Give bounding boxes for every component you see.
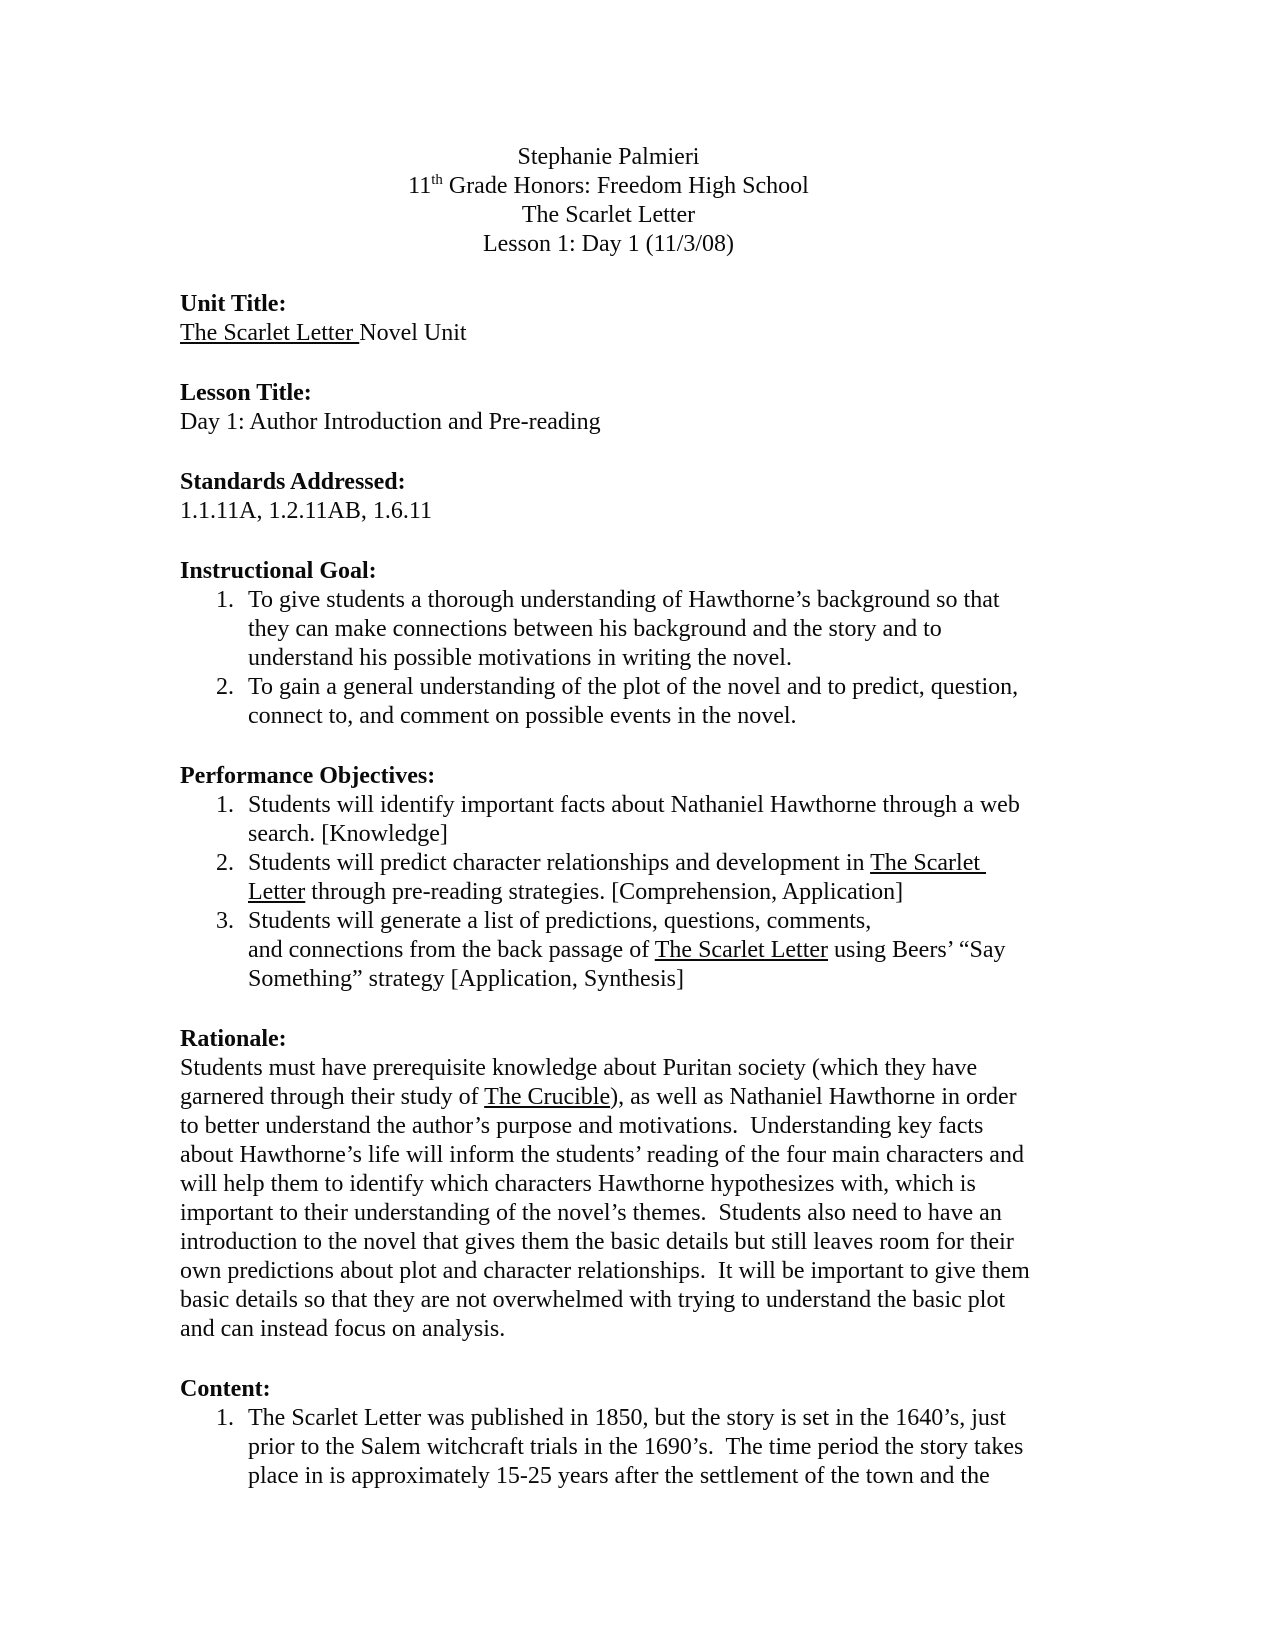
list-item — [180, 1404, 1037, 1491]
list-item — [180, 673, 1037, 731]
paragraph — [180, 1054, 1037, 1344]
list-item — [180, 849, 1037, 907]
underlined-text: The Scarlet Letter — [654, 937, 829, 963]
text-run: The Scarlet Letter was published in 1850, but the story is set in the 1640’s, just prior to the Salem witchcraft trials in the 1690’s. The time period the story takes place in is approximately 15-25 years after the settlement of the town and the — [248, 1405, 1030, 1489]
paragraph — [180, 408, 1037, 437]
document-sections — [180, 290, 1037, 1491]
numbered-list — [180, 791, 1037, 994]
text-run: Day 1: Author Introduction and Pre-reading — [180, 409, 601, 435]
section-heading: Lesson Title: — [180, 380, 312, 406]
text-run: 1.1.11A, 1.2.11AB, 1.6.11 — [180, 498, 432, 524]
list-number: 3. — [216, 908, 234, 934]
list-item — [180, 907, 1037, 994]
section-unit-title — [180, 290, 1037, 348]
list-number: 1. — [216, 792, 234, 818]
section-lesson-title — [180, 379, 1037, 437]
list-item — [180, 586, 1037, 673]
header-author: Stephanie Palmieri — [517, 144, 700, 170]
section-instructional-goal — [180, 557, 1037, 731]
text-run: Students will identify important facts about Nathaniel Hawthorne through a web search. [Knowledge] — [248, 792, 1026, 847]
section-heading: Content: — [180, 1376, 271, 1402]
section-rationale — [180, 1025, 1037, 1344]
section-heading: Unit Title: — [180, 291, 287, 317]
section-content — [180, 1375, 1037, 1491]
underlined-text: The Scarlet Letter — [180, 320, 360, 346]
numbered-list — [180, 586, 1037, 731]
grade-number: 11 — [408, 173, 432, 199]
text-run: ), as well as Nathaniel Hawthorne in order to better understand the author’s purpose and motivations. Understanding key facts about Hawthorne’s life will inform the students’ reading of the four main characters and will help them to identify which characters Hawthorne hypothesizes with, which is important to their understanding of the novel’s themes. Students also need to have an introduction to the novel that gives them the basic details but still leaves room for their own predictions about plot and character relationships. It will be important to give them basic details so that they are not overwhelmed with trying to understand the basic plot and can instead focus on analysis. — [180, 1084, 1036, 1342]
grade-ordinal-superscript: th — [431, 172, 443, 188]
section-heading: Performance Objectives: — [180, 763, 436, 789]
header-lesson-date: Lesson 1: Day 1 (11/3/08) — [482, 231, 735, 257]
text-run: Students must have prerequisite knowledge about Puritan society (which they have garnered through their study of — [180, 1055, 984, 1110]
grade-school-text: Grade Honors: Freedom High School — [442, 173, 809, 199]
text-run: using Beers’ “Say Something” strategy [Application, Synthesis] — [248, 937, 1012, 992]
list-number: 2. — [216, 850, 234, 876]
document-header — [180, 143, 1037, 259]
text-run: and connections from the back passage of — [248, 937, 655, 963]
text-run: Students will predict character relationships and development in — [248, 850, 871, 876]
paragraph — [180, 497, 1037, 526]
text-run: To give students a thorough understanding of Hawthorne’s background so that they can make connections between his background and the story and to understand his possible motivations in writing the novel. — [248, 587, 1006, 671]
paragraph — [180, 319, 1037, 348]
list-number: 1. — [216, 1405, 234, 1431]
header-book-title: The Scarlet Letter — [521, 202, 696, 228]
list-number: 2. — [216, 674, 234, 700]
text-run: Students will generate a list of predictions, questions, comments, — [248, 908, 872, 934]
section-heading: Standards Addressed: — [180, 469, 406, 495]
section-heading: Rationale: — [180, 1026, 287, 1052]
underlined-text: The Crucible — [484, 1084, 611, 1110]
list-number: 1. — [216, 587, 234, 613]
section-performance-objectives — [180, 762, 1037, 994]
section-heading: Instructional Goal: — [180, 558, 377, 584]
text-run: To gain a general understanding of the plot of the novel and to predict, question, connect to, and comment on possible events in the novel. — [248, 674, 1025, 729]
header-grade-school — [180, 172, 1037, 201]
numbered-list — [180, 1404, 1037, 1491]
section-standards-addressed — [180, 468, 1037, 526]
list-item — [180, 791, 1037, 849]
text-run: through pre-reading strategies. [Comprehension, Application] — [305, 879, 904, 905]
text-run: Novel Unit — [359, 320, 467, 346]
underlined-text: The Scarlet Letter — [248, 850, 987, 905]
